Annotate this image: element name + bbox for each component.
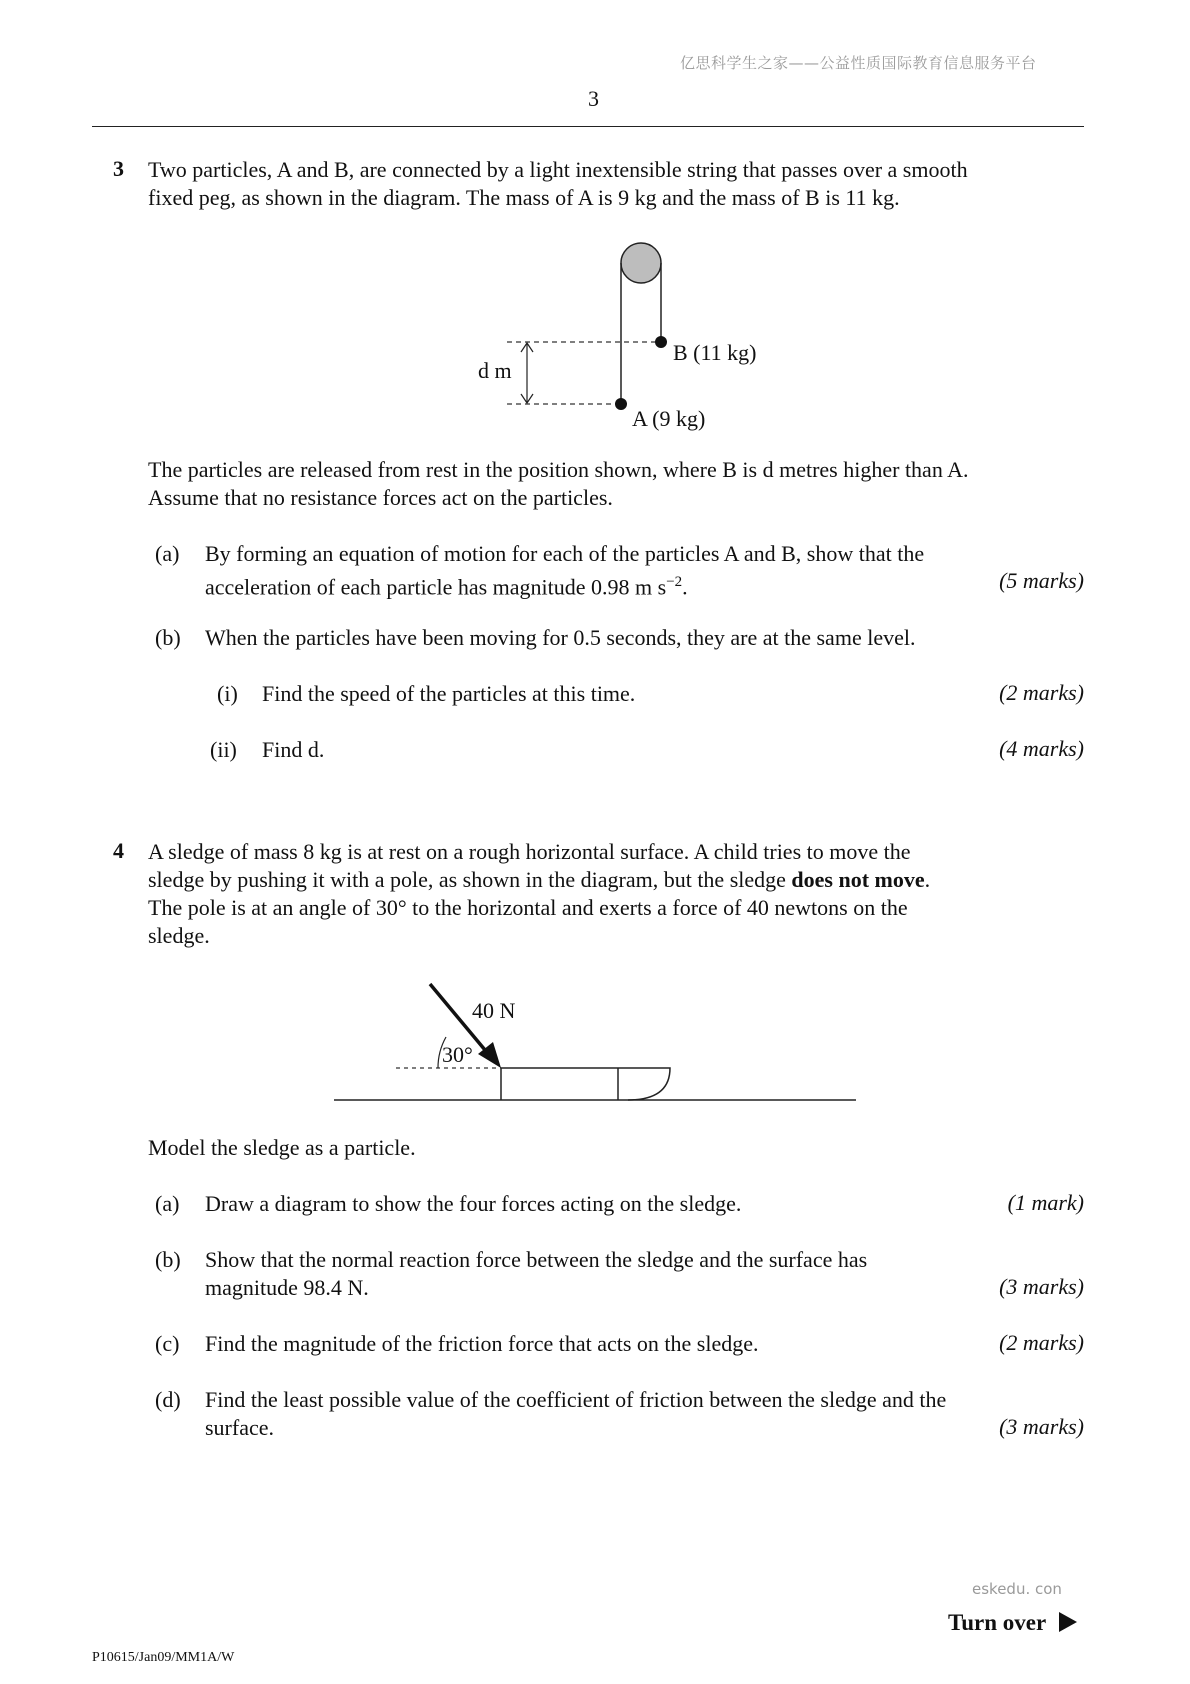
q4b-label: (b) [155, 1247, 181, 1272]
footer-code: P10615/Jan09/MM1A/W [92, 1650, 235, 1665]
q4-line3: The pole is at an angle of 30° to the horizontal and exerts a force of 40 newtons on the [148, 895, 908, 920]
q4b-line1: Show that the normal reaction force between the sledge and the surface has [205, 1247, 868, 1272]
q3bi-label: (i) [217, 681, 238, 706]
q3-label-d: d m [478, 358, 512, 383]
q4-line4: sledge. [148, 923, 210, 948]
q4a-text: Draw a diagram to show the four forces acting on the sledge. [205, 1191, 742, 1216]
q3b-text: When the particles have been moving for 0.5 seconds, they are at the same level. [205, 625, 916, 650]
q3bi-text: Find the speed of the particles at this time. [262, 681, 636, 706]
play-arrow-icon [1058, 1611, 1078, 1633]
q3b-label: (b) [155, 625, 181, 650]
q4d-marks: (3 marks) [999, 1414, 1084, 1439]
header-rule [92, 126, 1084, 127]
turn-over: Turn over [948, 1610, 1078, 1636]
q4c-marks: (2 marks) [999, 1330, 1084, 1355]
q4b-marks: (3 marks) [999, 1274, 1084, 1299]
q3bii-label: (ii) [210, 737, 237, 762]
page-number: 3 [588, 86, 599, 111]
q4a-label: (a) [155, 1191, 180, 1216]
particle-a-icon [615, 398, 627, 410]
q4-angle-label: 30° [442, 1042, 473, 1067]
q4d-line1: Find the least possible value of the coefficient of friction between the sledge and the [205, 1387, 947, 1412]
q3a-marks: (5 marks) [999, 568, 1084, 593]
header-watermark: 亿思科学生之家——公益性质国际教育信息服务平台 [680, 54, 1037, 72]
q4c-text: Find the magnitude of the friction force that acts on the sledge. [205, 1331, 759, 1356]
footer-watermark: eskedu. con [972, 1580, 1062, 1598]
q3-intro-line1: Two particles, A and B, are connected by a light inextensible string that passes over a smooth [148, 157, 968, 182]
q3bi-marks: (2 marks) [999, 680, 1084, 705]
q4-line1: A sledge of mass 8 kg is at rest on a rough horizontal surface. A child tries to move the [148, 839, 911, 864]
q4-model-text: Model the sledge as a particle. [148, 1135, 416, 1160]
q3-label-a: A (9 kg) [632, 406, 706, 431]
q4c-label: (c) [155, 1331, 180, 1356]
q4d-line2: surface. [205, 1415, 275, 1440]
q3-release-line2: Assume that no resistance forces act on the particles. [148, 485, 613, 510]
sledge-runner [618, 1068, 670, 1100]
q3a-label: (a) [155, 541, 180, 566]
q4-sledge-diagram [330, 976, 860, 1106]
q3-number: 3 [113, 156, 124, 181]
q4b-line2: magnitude 98.4 N. [205, 1275, 369, 1300]
q3a-line1: By forming an equation of motion for each of the particles A and B, show that the [205, 541, 925, 566]
q4-line2: sledge by pushing it with a pole, as shown in the diagram, but the sledge does not move. [148, 867, 931, 892]
q3-pulley-diagram [460, 236, 780, 436]
particle-b-icon [655, 336, 667, 348]
q4d-label: (d) [155, 1387, 181, 1412]
q4-number: 4 [113, 838, 124, 863]
q3bii-text: Find d. [262, 737, 325, 762]
q3-label-b: B (11 kg) [673, 340, 757, 365]
q4-force-label: 40 N [472, 998, 516, 1023]
q3-intro-line2: fixed peg, as shown in the diagram. The mass of A is 9 kg and the mass of B is 11 kg. [148, 185, 900, 210]
sledge-body [501, 1068, 618, 1100]
q3a-line2: acceleration of each particle has magnitude 0.98 m $s^{-2}$. [205, 574, 688, 600]
q3-release-line1: The particles are released from rest in the position shown, where B is d metres higher than A. [148, 457, 969, 482]
peg-icon [621, 243, 661, 283]
q4a-marks: (1 mark) [1007, 1190, 1084, 1215]
q3bii-marks: (4 marks) [999, 736, 1084, 761]
